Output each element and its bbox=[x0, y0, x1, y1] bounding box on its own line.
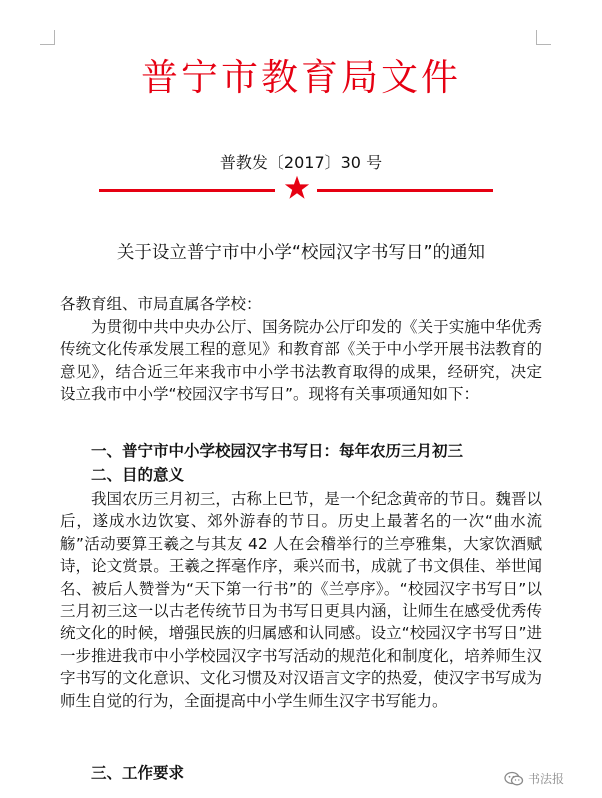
crop-mark-top-left bbox=[40, 30, 55, 45]
wechat-icon bbox=[504, 771, 524, 787]
red-star-icon bbox=[283, 174, 311, 202]
section-heading-1: 一、普宁市中小学校园汉字书写日：每年农历三月初三 bbox=[91, 442, 464, 460]
watermark bbox=[504, 770, 564, 787]
purpose-paragraph-block bbox=[60, 488, 542, 712]
section-heading-3: 三、工作要求 bbox=[91, 764, 185, 782]
intro-paragraph-block bbox=[60, 316, 542, 406]
intro-paragraph: 为贯彻中共中央办公厅、国务院办公厅印发的《关于实施中华优秀传统文化传承发展工程的意见》和教育部《关于中小学开展书法教育的意见》，结合近三年来我市中小学书法教育取得的成果，经研究，决定设立我市中小学“校园汉字书写日”。现将有关事项通知如下： bbox=[60, 318, 542, 404]
salutation: 各教育组、市局直属各学校： bbox=[60, 295, 262, 313]
document-header-title: 普宁市教育局文件 bbox=[141, 56, 461, 99]
red-rule-left bbox=[99, 189, 275, 192]
watermark-label: 书法报 bbox=[528, 772, 565, 786]
crop-mark-top-right bbox=[536, 30, 551, 45]
notice-title: 关于设立普宁市中小学“校园汉字书写日”的通知 bbox=[116, 243, 486, 263]
document-number: 普教发〔2017〕30 号 bbox=[219, 153, 383, 172]
section-heading-2: 二、目的意义 bbox=[91, 466, 185, 484]
red-rule-right bbox=[317, 189, 493, 192]
purpose-paragraph: 我国农历三月初三，古称上巳节，是一个纪念黄帝的节日。魏晋以后，遂成水边饮宴、郊外游春的节日。历史上最著名的一次“曲水流觞”活动要算王羲之与其友 42 人在会稽举行的兰亭雅集，大家饮酒赋诗，论文赏景。王羲之挥毫作序，乘兴而书，成就了书文俱佳、举世闻名、被后人赞誉为“天下第一行书”的《兰亭序》。“校园汉字书写日”以三月初三这一以古老传统节日为书写日更具内涵，让师生在感受优秀传统文化的时候，增强民族的归属感和认同感。设立“校园汉字书写日”进一步推进我市中小学校园汉字书写活动的规范化和制度化，培养师生汉字书写的文化意识、文化习惯及对汉语言文字的热爱，使汉字书写成为师生自觉的行为，全面提高中小学生师生汉字书写能力。 bbox=[60, 490, 542, 710]
